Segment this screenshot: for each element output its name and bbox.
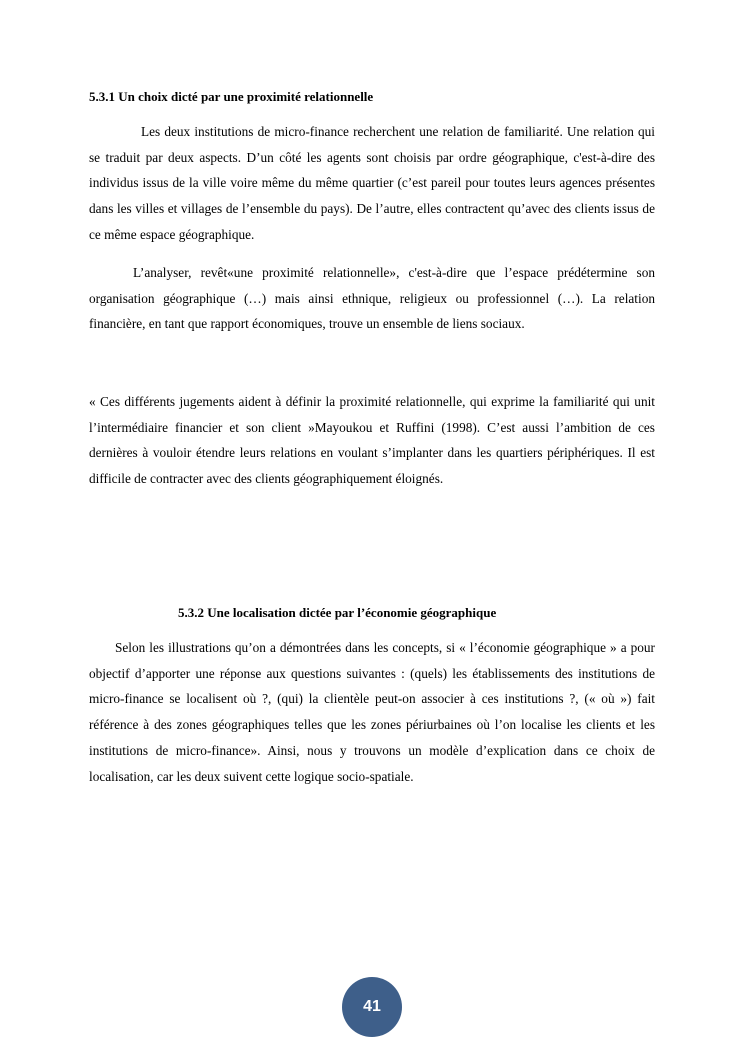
paragraph-familiarity: Les deux institutions de micro-finance recherchent une relation de familiarité. Une relation qui se traduit par deux aspects. D’un côté les agents sont choisis par ordre géographique, c'est-à-dire des individus issus de la ville voire même du même quartier (c’est pareil pour toutes leurs agences présentes dans les villes et villages de l’ensemble du pays). De l’autre, elles contractent qu’avec des clients issus de ce même espace géographique. bbox=[89, 124, 655, 242]
paragraph-geographic-economy: Selon les illustrations qu’on a démontrées dans les concepts, si « l’économie géographique » a pour objectif d’apporter une réponse aux questions suivantes : (quels) les établissements des institutions de micro-finance se localisent où ?, (qui) la clientèle peut-on associer à ces institutions ?, (« où ») fait référence à des zones géographiques telles que les zones périurbaines où l’on localise les clients et les institutions de micro-finance». Ainsi, nous y trouvons un modèle d’explication dans ce choix de localisation, car les deux suivent cette logique socio-spatiale. bbox=[89, 640, 655, 784]
section-heading-5-3-2: 5.3.2 Une localisation dictée par l’économie géographique bbox=[178, 605, 497, 620]
paragraph-relational-proximity: L’analyser, revêt«une proximité relationnelle», c'est-à-dire que l’espace prédétermine son organisation géographique (…) mais ainsi ethnique, religieux ou professionnel (…). La relation financière, en tant que rapport économiques, trouve un ensemble de liens sociaux. bbox=[89, 265, 655, 332]
page-number-badge bbox=[342, 977, 402, 1037]
page-number: 41 bbox=[363, 998, 381, 1015]
paragraph-quotation: « Ces différents jugements aident à définir la proximité relationnelle, qui exprime la familiarité qui unit l’intermédiaire financier et son client »Mayoukou et Ruffini (1998). C’est aussi l’ambition de ces dernières à vouloir étendre leurs relations en voulant s’implanter dans les quartiers périphériques. Il est difficile de contracter avec des clients géographiquement éloignés. bbox=[89, 394, 655, 487]
section-heading-5-3-1: 5.3.1 Un choix dicté par une proximité relationnelle bbox=[89, 89, 374, 104]
